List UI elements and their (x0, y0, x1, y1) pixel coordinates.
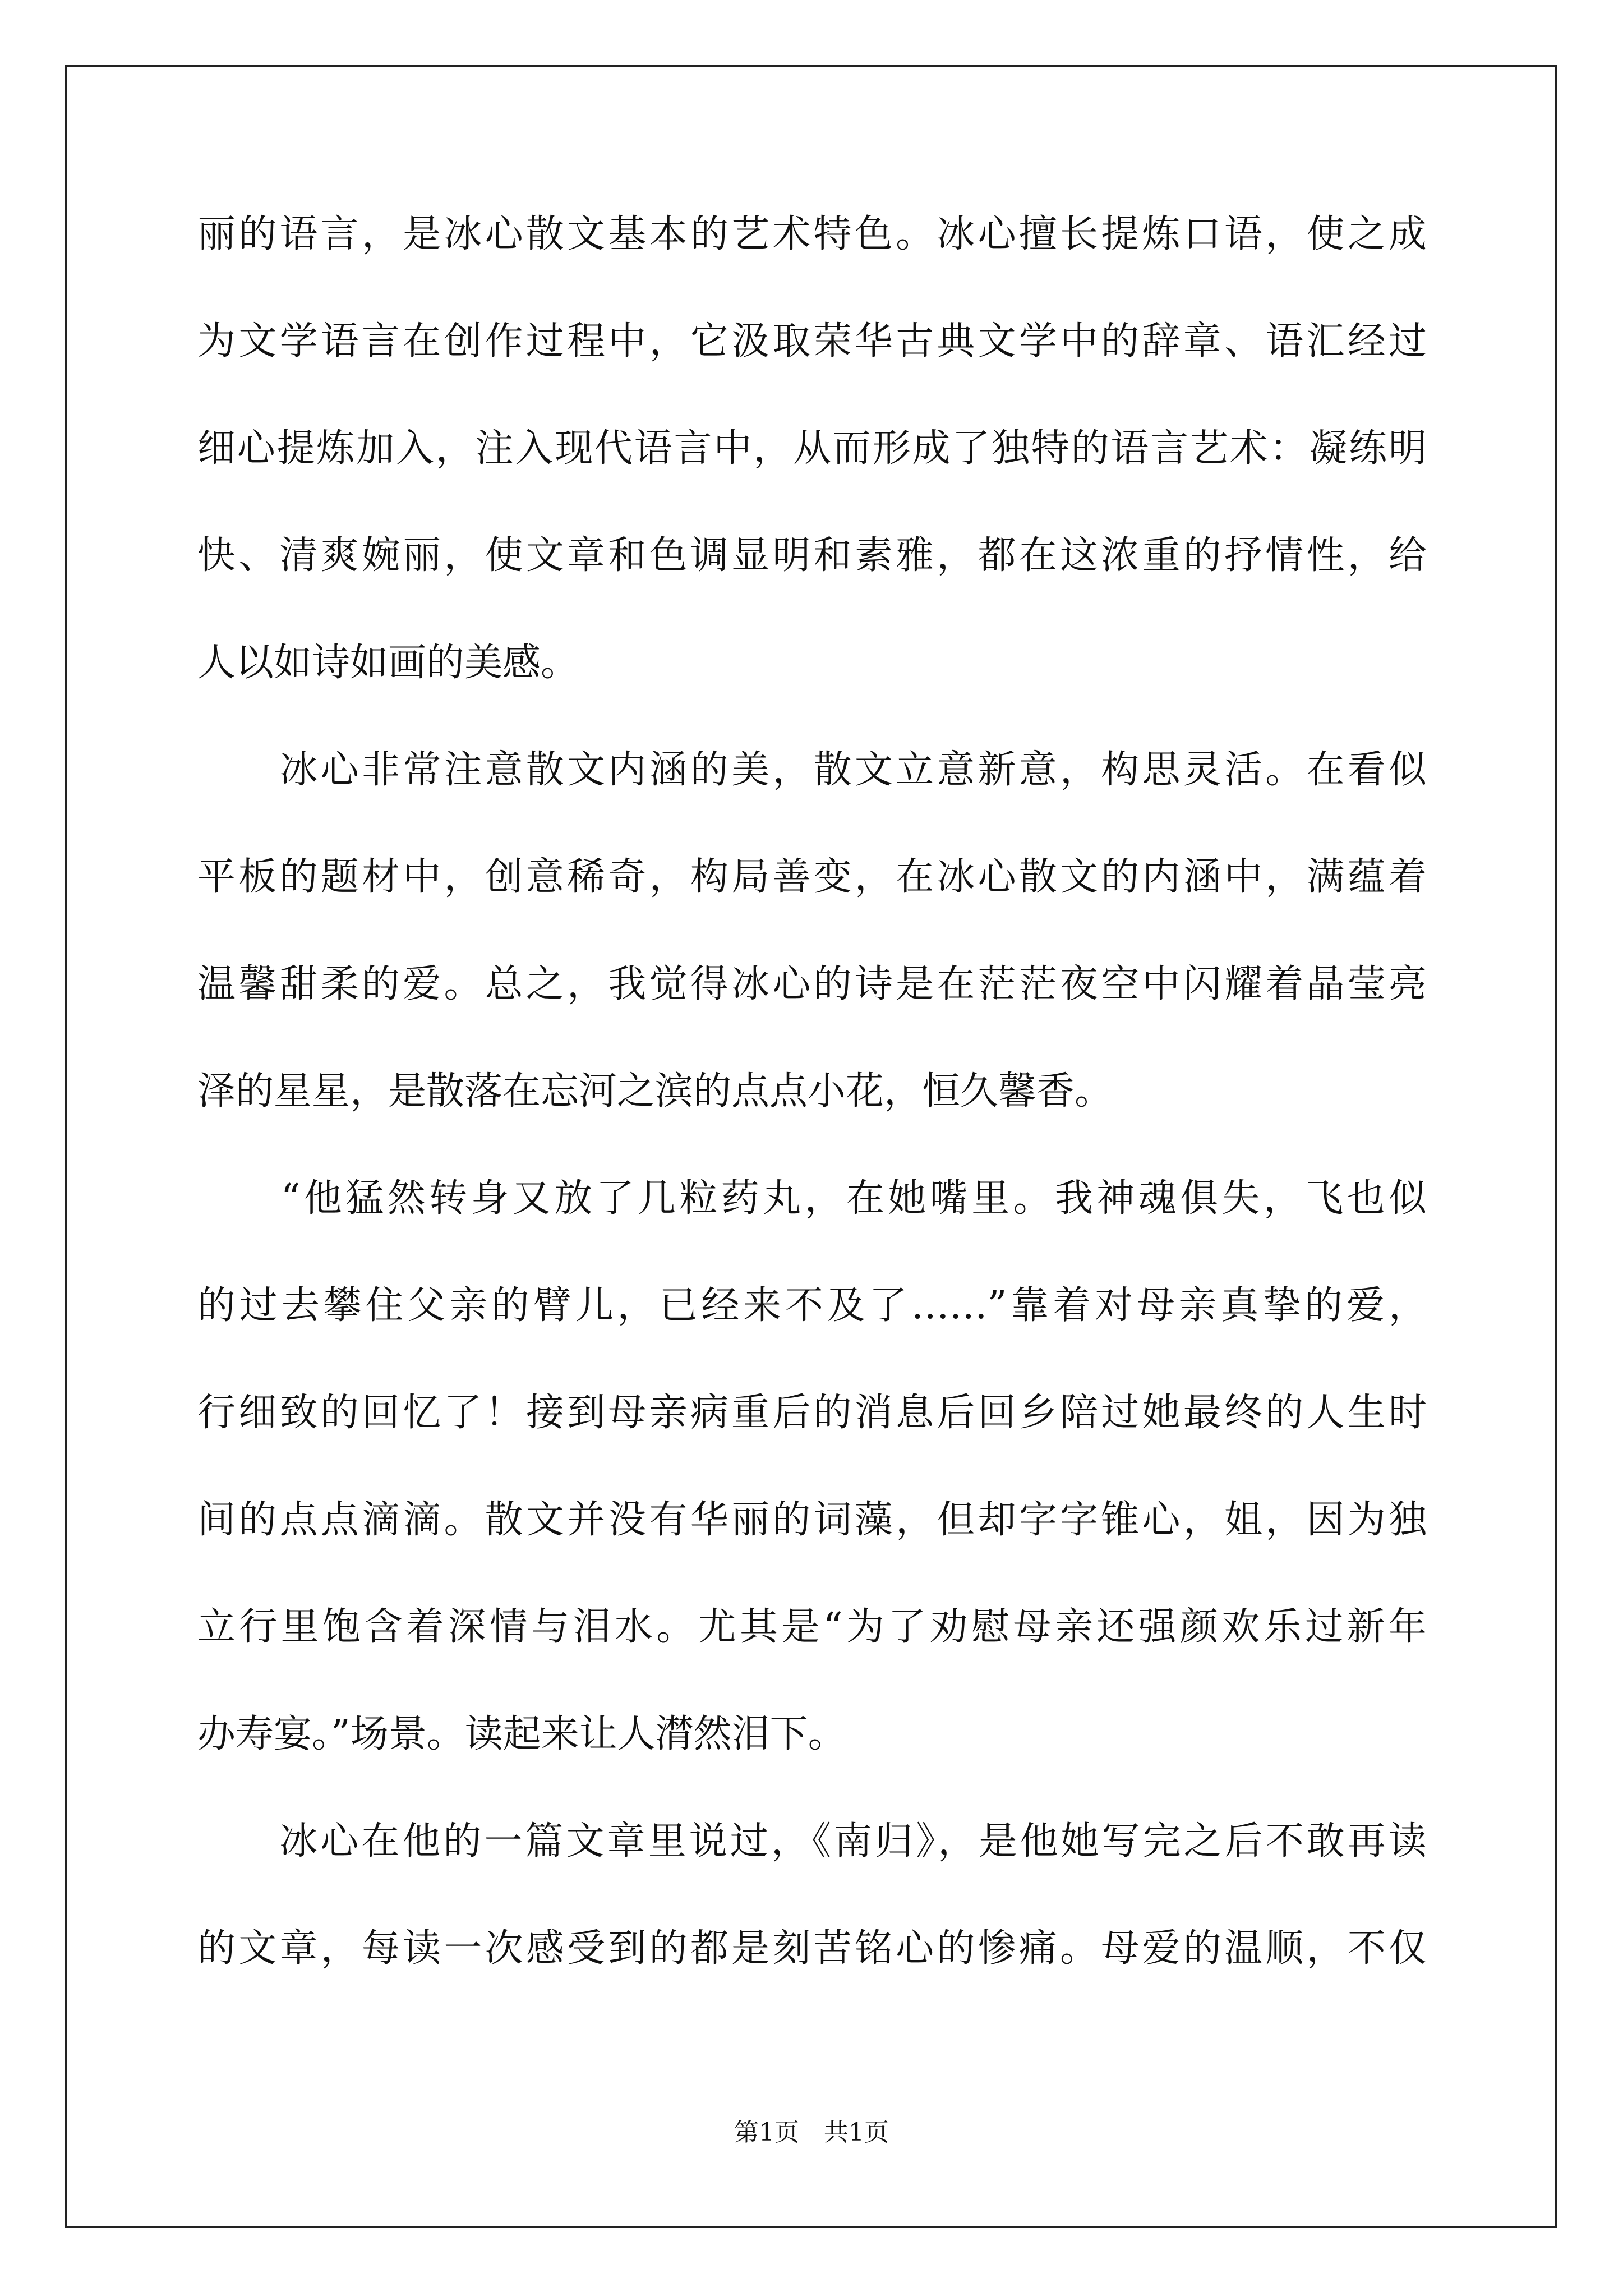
page-footer: 第1页 共1页 (734, 2118, 889, 2147)
text-line-11: 的过去攀住父亲的臂儿，已经来不及了……”靠着对母亲真挚的爱， (197, 1283, 1427, 1328)
text-line-17: 的文章，每读一次感受到的都是刻苦铭心的惨痛。母爱的温顺，不仅 (197, 1926, 1427, 1971)
text-line-15: 办寿宴。”场景。读起来让人潸然泪下。 (197, 1712, 846, 1756)
text-line-14: 立行里饱含着深情与泪水。尤其是“为了劝慰母亲还强颜欢乐过新年 (197, 1605, 1427, 1649)
text-line-3: 细心提炼加入，注入现代语言中，从而形成了独特的语言艺术：凝练明 (197, 426, 1427, 471)
text-line-12: 行细致的回忆了！接到母亲病重后的消息后回乡陪过她最终的人生时 (197, 1391, 1427, 1435)
text-line-4: 快、清爽婉丽，使文章和色调显明和素雅，都在这浓重的抒情性，给 (197, 533, 1427, 578)
text-line-16: 冰心在他的一篇文章里说过，《南归》，是他她写完之后不敢再读 (197, 1819, 1427, 1864)
text-line-8: 温馨甜柔的爱。总之，我觉得冰心的诗是在茫茫夜空中闪耀着晶莹亮 (197, 962, 1427, 1006)
text-line-7: 平板的题材中，创意稀奇，构局善变，在冰心散文的内涵中，满蕴着 (197, 855, 1427, 899)
text-line-10: “他猛然转身又放了几粒药丸，在她嘴里。我神魂俱失，飞也似 (197, 1176, 1427, 1221)
document-body (197, 212, 1427, 2037)
text-line-13: 间的点点滴滴。散文并没有华丽的词藻，但却字字锥心，姐，因为独 (197, 1498, 1427, 1542)
text-line-2: 为文学语言在创作过程中，它汲取荣华古典文学中的辞章、语汇经过 (197, 319, 1427, 364)
text-line-6: 冰心非常注意散文内涵的美，散文立意新意，构思灵活。在看似 (197, 748, 1427, 792)
text-line-1: 丽的语言，是冰心散文基本的艺术特色。冰心擅长提炼口语，使之成 (197, 212, 1427, 256)
text-line-5: 人以如诗如画的美感。 (197, 641, 579, 685)
text-line-9: 泽的星星，是散落在忘河之滨的点点小花，恒久馨香。 (197, 1069, 1113, 1114)
